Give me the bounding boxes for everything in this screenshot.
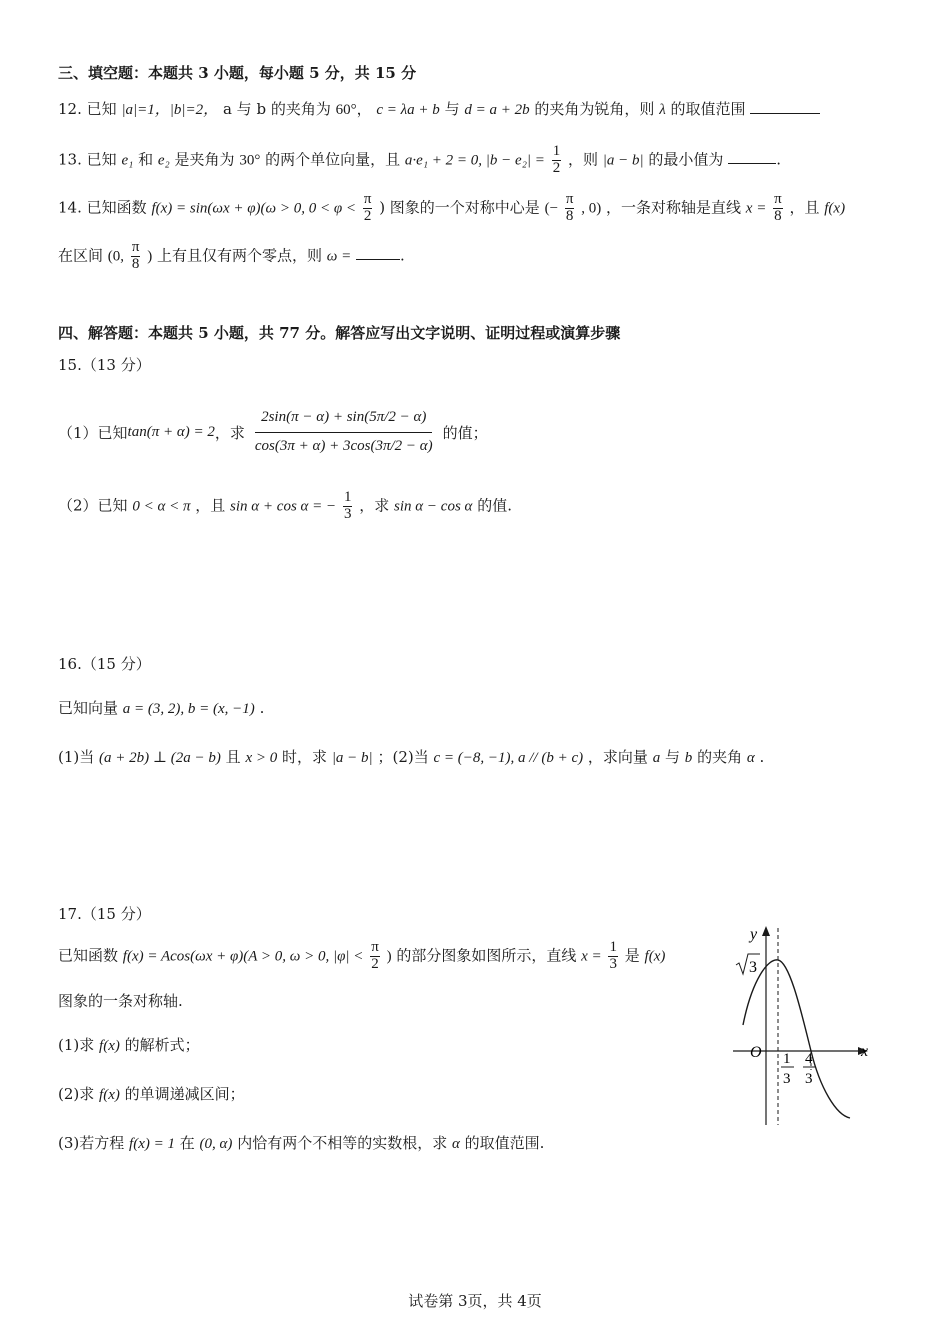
q13-answer-blank — [728, 163, 776, 164]
q13-text-a: 已知 — [86, 150, 117, 169]
q17-header: 17.（15 分） — [58, 905, 151, 923]
q14-frac-2 — [565, 192, 575, 225]
q13-text-c: 是夹角为 — [174, 150, 235, 169]
q16-p2-math2: a — [652, 750, 661, 766]
q16-p1-prefix: (1)当 — [58, 748, 95, 766]
q16-p2-end: . — [759, 748, 765, 766]
q14-line2-math2: ) — [147, 248, 153, 265]
q15-p1-mid: ，求 — [214, 423, 245, 442]
question-13: 13. 已知 e₁ 和 e₂ 是夹角为 30° 的两个单位向量，且 a·e₁ + 2 = 0, |b − e₂| = $\frac{1}{2}$ ，则 |a − b| 的最小值为 . — [58, 143, 781, 176]
q17-part3 — [58, 1132, 544, 1153]
q17-frac-2 — [608, 940, 618, 973]
q16-intro-math: a = (3, 2), b = (x, −1) — [122, 701, 255, 717]
q15-p2-math1: 0 < α < π — [132, 498, 191, 515]
q17-p3-math: f(x) = 1 — [129, 1136, 175, 1152]
q17-part2 — [58, 1083, 245, 1104]
q14-line2-b: 上有且仅有两个零点，则 — [156, 246, 322, 265]
q15-p2-frac-num: 1 — [343, 489, 352, 505]
q14-math-a: f(x) = sin(ωx + φ)(ω > 0, 0 < φ < — [151, 200, 357, 217]
q14-frac4-num: π — [131, 239, 140, 255]
q17-p2-math: f(x) — [99, 1087, 120, 1103]
y-label: y — [750, 926, 758, 943]
q16-parts — [58, 746, 764, 767]
q16-p2-mid3: 的夹角 — [697, 748, 743, 766]
q16-p2-mid: ，求向量 — [587, 748, 648, 766]
q13-text-b: 和 — [138, 150, 154, 169]
q16-p1-mid2: 时，求 — [282, 748, 328, 766]
q17-p3-math3: α — [452, 1136, 460, 1152]
q15-header: 15.（13 分） — [58, 356, 151, 374]
q17-frac2-num: 1 — [609, 939, 617, 955]
q15-denominator: cos(3π + α) + 3cos(3π/2 − α) — [254, 437, 433, 454]
q17-function-graph — [728, 920, 878, 1130]
q14-frac-1 — [363, 192, 373, 225]
q13-math-b: e₂ — [157, 152, 170, 169]
q17-frac-1 — [370, 940, 380, 973]
q12-text-a: 已知 — [86, 100, 117, 118]
q12-math-b: 60°， — [335, 102, 372, 118]
q12-math-c: c = λa + b — [376, 102, 440, 118]
q17-p3-prefix: (3)若方程 — [58, 1134, 125, 1152]
y-axis-arrow-icon — [762, 926, 770, 936]
q15-p2-prefix: （2）已知 — [58, 496, 128, 515]
question-14 — [58, 192, 845, 225]
q17-p1-math: f(x) — [99, 1038, 120, 1054]
q14-math-d: f(x) — [824, 200, 846, 217]
q17-frac1-num: π — [371, 939, 379, 955]
q15-p2-fraction — [343, 490, 353, 523]
q14-frac3-num: π — [774, 191, 782, 207]
q15-p2-math2: sin α + cos α = − — [230, 498, 337, 515]
q15-p2-suffix: 的值. — [477, 496, 512, 515]
q12-text-b: a 与 b 的夹角为 — [222, 100, 331, 118]
tick1-numerator: 1 — [783, 1051, 791, 1067]
q15-p2-mid: ，且 — [195, 496, 226, 515]
q17-intro — [58, 940, 665, 973]
q13-text-d: 的两个单位向量，且 — [265, 150, 401, 169]
q16-p2-mid2: 与 — [664, 748, 680, 766]
q12-math-e: λ — [659, 102, 666, 118]
q13-math-a: e₁ — [121, 152, 134, 169]
section4-title: 四、解答题：本题共 5 小题，共 77 分。解答应写出文字说明、证明过程或演算步骤 — [58, 324, 621, 342]
q16-p2-math: c = (−8, −1), a // (b + c) — [433, 750, 584, 766]
q14-text-b: ) 图象的一个对称中心是 — [379, 198, 540, 217]
q14-answer-blank — [356, 259, 400, 260]
q17-p2-prefix: (2)求 — [58, 1085, 95, 1103]
q13-fraction — [552, 144, 562, 177]
q17-part1 — [58, 1034, 200, 1055]
q16-intro-text: 已知向量 — [58, 699, 119, 717]
q16-p1-math3: |a − b| — [331, 750, 373, 766]
q17-intro-math3: f(x) — [644, 948, 666, 965]
origin-label: O — [750, 1044, 762, 1061]
q16-intro-end: . — [259, 699, 265, 717]
q15-numerator: 2sin(π − α) + sin(5π/2 − α) — [255, 406, 432, 433]
q17-p3-suffix: 的取值范围. — [464, 1134, 545, 1152]
section3-title: 三、填空题：本题共 3 小题，每小题 5 分，共 15 分 — [58, 64, 417, 82]
q14-line2-math1: (0, — [107, 248, 125, 265]
q16-header: 16.（15 分） — [58, 655, 151, 673]
q14-line2-a: 在区间 — [58, 246, 104, 265]
q13-text-e: ，则 — [567, 150, 598, 169]
q16-p1-math2: x > 0 — [245, 750, 278, 766]
q13-number: 13. — [58, 150, 82, 169]
q14-number: 14. — [58, 198, 82, 217]
tick2-denominator: 3 — [805, 1071, 813, 1087]
q17-p1-suffix: 的解析式； — [124, 1036, 200, 1054]
q12-text-e: 的取值范围 — [670, 100, 746, 118]
q16-intro — [58, 697, 264, 718]
q15-p1-suffix: 的值； — [442, 423, 488, 442]
q13-frac-denominator: 2 — [552, 159, 561, 176]
page-footer: 试卷第 3页，共 4页 — [408, 1292, 542, 1310]
q14-frac-3 — [773, 192, 783, 225]
q14-frac2-num: π — [565, 191, 574, 207]
question-14-line2: 在区间 (0, $\frac{\pi}{8}$ ) 上有且仅有两个零点，则 ω = . — [58, 239, 405, 272]
q14-text-a: 已知函数 — [86, 198, 147, 217]
question-12 — [58, 98, 820, 119]
q17-intro-c: 是 — [624, 946, 640, 965]
q14-math-c: x = — [745, 200, 767, 217]
q14-frac2-den: 8 — [565, 207, 574, 224]
q13-math-c: 30° — [239, 152, 261, 169]
q17-p1-prefix: (1)求 — [58, 1036, 95, 1054]
q12-math-d: d = a + 2b — [464, 102, 530, 118]
tick1-denominator: 3 — [783, 1071, 791, 1087]
x-label: x — [861, 1043, 869, 1060]
q17-p3-math2: (0, α) — [199, 1136, 233, 1152]
sqrt-value-label: 3 — [749, 959, 757, 976]
q17-frac1-den: 2 — [371, 955, 379, 972]
q17-p2-suffix: 的单调递减区间； — [124, 1085, 245, 1103]
q14-line2-math3: ω = — [326, 248, 352, 265]
q14-math-b2: , 0) — [581, 200, 602, 217]
q15-big-fraction — [249, 406, 439, 459]
q14-frac4-den: 8 — [131, 255, 140, 272]
q17-line2: 图象的一条对称轴. — [58, 992, 183, 1010]
q13-text-f: 的最小值为 — [648, 150, 724, 169]
q15-p2-mid2: ，求 — [359, 496, 390, 515]
q12-answer-blank — [750, 113, 820, 114]
q12-number: 12. — [58, 100, 82, 118]
tick2-numerator: 4 — [805, 1051, 813, 1067]
q15-part1 — [58, 388, 488, 476]
q12-text-d: 的夹角为锐角，则 — [534, 100, 655, 118]
q15-part2 — [58, 490, 512, 523]
q16-p1-math: (a + 2b) ⊥ (2a − b) — [99, 750, 221, 766]
q17-intro-math: f(x) = Acos(ωx + φ)(A > 0, ω > 0, |φ| < — [122, 948, 364, 965]
q13-math-e: |a − b| — [602, 152, 644, 169]
q17-intro-math2: x = — [581, 948, 602, 965]
q14-text-c: ，一条对称轴是直线 — [605, 198, 741, 217]
q17-intro-a: 已知函数 — [58, 946, 119, 965]
q15-p2-math3: sin α − cos α — [394, 498, 473, 515]
q15-p2-frac-den: 3 — [343, 505, 352, 522]
q17-p3-mid: 在 — [179, 1134, 195, 1152]
q14-text-d: ，且 — [789, 198, 820, 217]
q16-p2-math4: α — [746, 750, 755, 766]
q15-p1-math: tan(π + α) = 2 — [127, 423, 215, 440]
q12-text-c: 与 — [444, 100, 460, 118]
q16-p1-mid: 且 — [225, 748, 241, 766]
q15-p1-prefix: （1）已知 — [58, 423, 128, 442]
q16-p2-prefix: ；(2)当 — [377, 748, 429, 766]
cosine-curve — [743, 960, 850, 1118]
q16-p2-math3: b — [684, 750, 693, 766]
q14-frac1-den: 2 — [363, 207, 372, 224]
q17-frac2-den: 3 — [609, 955, 617, 972]
q17-intro-b: 的部分图象如图所示，直线 — [396, 946, 577, 965]
q13-frac-numerator: 1 — [552, 143, 561, 159]
q17-p3-mid2: 内恰有两个不相等的实数根，求 — [237, 1134, 448, 1152]
q12-math-a: |a|=1，|b|=2， — [121, 102, 219, 118]
q17-intro-math-end: ) — [386, 948, 392, 965]
q14-frac1-num: π — [363, 191, 372, 207]
q13-math-d: a·e₁ + 2 = 0, |b − e₂| = — [404, 152, 545, 169]
q14-frac-4 — [131, 240, 141, 273]
q14-frac3-den: 8 — [774, 207, 782, 224]
q14-math-b1: (− — [544, 200, 559, 217]
